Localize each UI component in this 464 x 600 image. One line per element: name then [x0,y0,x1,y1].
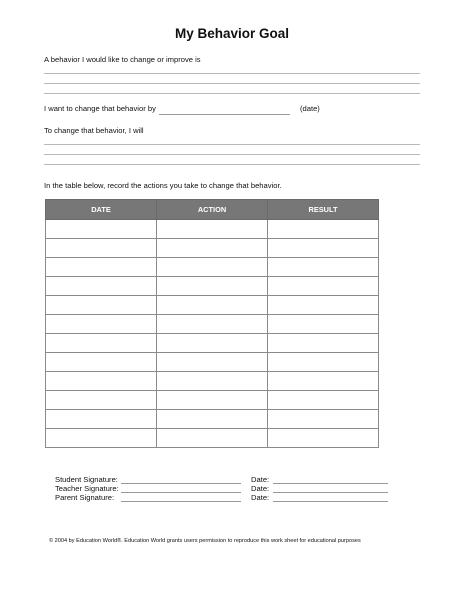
date-cell[interactable] [46,220,157,239]
result-cell[interactable] [268,239,379,258]
student-date-field[interactable] [273,483,388,484]
table-row [46,334,379,353]
actions-table [45,199,379,448]
change-by-label: I want to change that behavior by [44,104,156,113]
result-cell[interactable] [268,391,379,410]
student-date-label: Date: [251,475,270,484]
table-row [46,391,379,410]
table-row [46,353,379,372]
action-cell[interactable] [157,372,268,391]
writing-line[interactable] [44,73,420,74]
action-cell[interactable] [157,315,268,334]
action-cell[interactable] [157,429,268,448]
date-cell[interactable] [46,429,157,448]
page-title: My Behavior Goal [174,26,290,41]
table-row [46,258,379,277]
parent-signature-field[interactable] [121,501,241,502]
action-cell[interactable] [157,334,268,353]
column-header-date: DATE [46,200,157,220]
date-cell[interactable] [46,372,157,391]
result-cell[interactable] [268,334,379,353]
table-row [46,296,379,315]
teacher-signature-label: Teacher Signature: [55,484,119,493]
parent-date-field[interactable] [273,501,388,502]
student-signature-label: Student Signature: [55,475,118,484]
date-cell[interactable] [46,353,157,372]
date-cell[interactable] [46,410,157,429]
table-row [46,315,379,334]
result-cell[interactable] [268,315,379,334]
writing-line[interactable] [44,83,420,84]
date-hint: (date) [300,104,320,113]
writing-line[interactable] [44,154,420,155]
result-cell[interactable] [268,429,379,448]
table-header-row [46,200,379,220]
action-cell[interactable] [157,353,268,372]
result-cell[interactable] [268,410,379,429]
action-cell[interactable] [157,258,268,277]
writing-line[interactable] [44,93,420,94]
date-cell[interactable] [46,334,157,353]
date-cell[interactable] [46,296,157,315]
action-cell[interactable] [157,410,268,429]
writing-line[interactable] [44,164,420,165]
behavior-prompt: A behavior I would like to change or improve is [44,55,201,64]
date-cell[interactable] [46,391,157,410]
change-by-date-field[interactable] [159,114,290,115]
action-cell[interactable] [157,220,268,239]
table-instruction: In the table below, record the actions you take to change that behavior. [44,181,282,190]
column-header-action: ACTION [157,200,268,220]
action-cell[interactable] [157,296,268,315]
parent-signature-label: Parent Signature: [55,493,115,502]
date-cell[interactable] [46,258,157,277]
table-row [46,277,379,296]
table-row [46,220,379,239]
action-cell[interactable] [157,277,268,296]
copyright-footer: © 2004 by Education World®. Education World grants users permission to reproduce this work sheet for educational purposes [49,538,361,544]
result-cell[interactable] [268,296,379,315]
parent-date-label: Date: [251,493,270,502]
student-signature-field[interactable] [121,483,241,484]
action-cell[interactable] [157,391,268,410]
teacher-date-field[interactable] [273,492,388,493]
column-header-result: RESULT [268,200,379,220]
result-cell[interactable] [268,220,379,239]
table-row [46,429,379,448]
result-cell[interactable] [268,353,379,372]
date-cell[interactable] [46,277,157,296]
date-cell[interactable] [46,239,157,258]
result-cell[interactable] [268,372,379,391]
action-cell[interactable] [157,239,268,258]
teacher-signature-field[interactable] [121,492,241,493]
table-body [46,220,379,448]
teacher-date-label: Date: [251,484,270,493]
table-row [46,239,379,258]
writing-line[interactable] [44,144,420,145]
table-row [46,410,379,429]
to-change-prompt: To change that behavior, I will [44,126,144,135]
date-cell[interactable] [46,315,157,334]
result-cell[interactable] [268,258,379,277]
result-cell[interactable] [268,277,379,296]
table-row [46,372,379,391]
